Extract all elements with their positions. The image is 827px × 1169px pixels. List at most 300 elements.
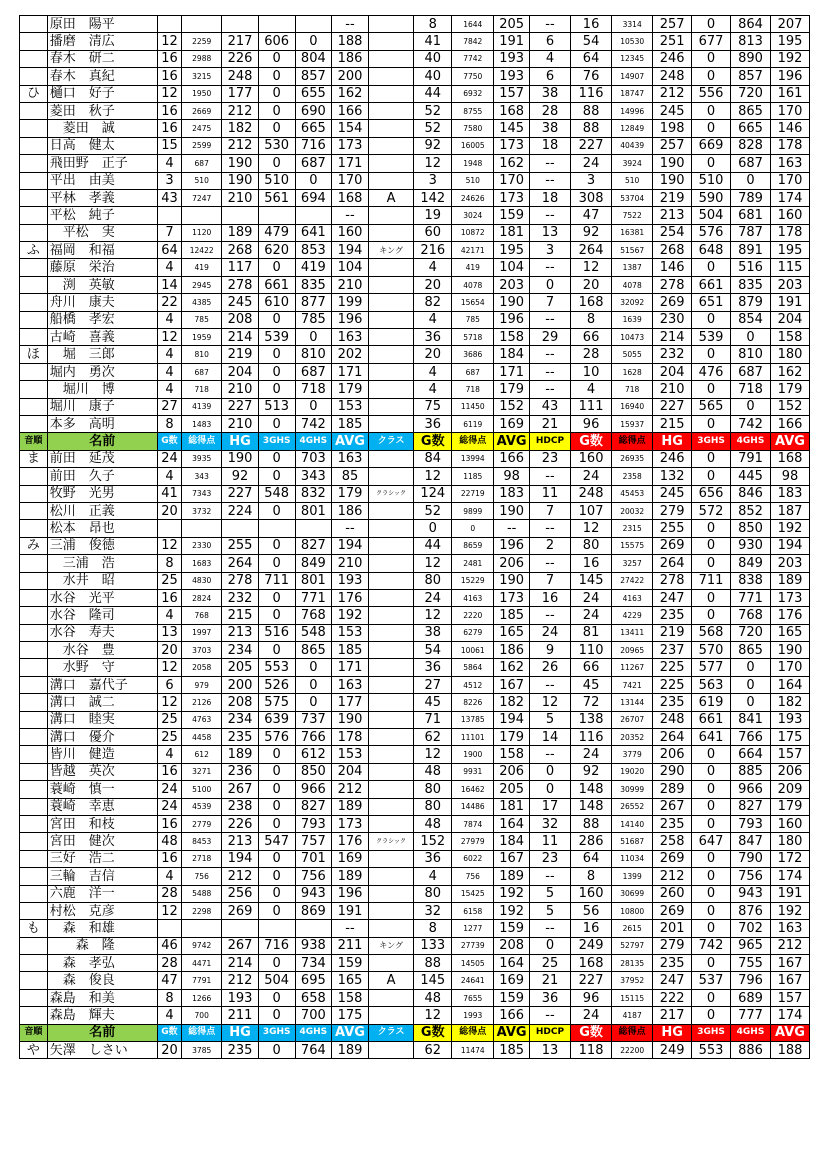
cumulative-3-game-high: 539 — [692, 329, 731, 346]
cumulative-games: 66 — [571, 329, 612, 346]
period1-average: 158 — [332, 989, 369, 1006]
class-cell — [368, 711, 414, 728]
kana-index — [20, 207, 48, 224]
cumulative-average: 176 — [770, 607, 809, 624]
period2-handicap: -- — [529, 555, 570, 572]
period1-games: 20 — [157, 642, 181, 659]
period1-high-game: 213 — [222, 833, 259, 850]
period1-high-game: 232 — [222, 589, 259, 606]
period1-3-game-high: 711 — [258, 572, 295, 589]
period1-high-game: 267 — [222, 781, 259, 798]
period2-average: 159 — [494, 920, 530, 937]
period2-average: 170 — [494, 172, 530, 189]
table-row — [20, 937, 810, 954]
player-name: 平松 純子 — [47, 207, 157, 224]
period1-average: 176 — [332, 833, 369, 850]
period1-high-game: 235 — [222, 1042, 259, 1059]
period1-3-game-high: 0 — [258, 381, 295, 398]
cumulative-4-game-high: 891 — [730, 242, 770, 259]
cumulative-3-game-high: 0 — [692, 763, 731, 780]
cumulative-average: 196 — [770, 68, 809, 85]
kana-index — [20, 363, 48, 380]
period2-handicap: 32 — [529, 815, 570, 832]
cumulative-games: 45 — [571, 676, 612, 693]
period2-average: 158 — [494, 329, 530, 346]
kana-index — [20, 33, 48, 50]
player-name: 本多 高明 — [47, 415, 157, 432]
period1-3-game-high — [258, 207, 295, 224]
period1-high-game: 214 — [222, 329, 259, 346]
cumulative-high-game: 198 — [653, 120, 692, 137]
period2-handicap: 43 — [529, 398, 570, 415]
period2-games: 44 — [414, 85, 452, 102]
period1-4-game-high: 0 — [295, 694, 332, 711]
cumulative-3-game-high: 0 — [692, 920, 731, 937]
period1-games: 7 — [157, 224, 181, 241]
period1-average: 211 — [332, 937, 369, 954]
kana-index — [20, 676, 48, 693]
period2-games: 4 — [414, 259, 452, 276]
cumulative-total-score: 19020 — [612, 763, 653, 780]
period2-games: 12 — [414, 607, 452, 624]
period1-3-game-high: 0 — [258, 120, 295, 137]
cumulative-total-score: 51687 — [612, 833, 653, 850]
cumulative-total-score: 27422 — [612, 572, 653, 589]
kana-index: ふ — [20, 242, 48, 259]
cumulative-average: 162 — [770, 363, 809, 380]
period2-total-score: 42171 — [452, 242, 494, 259]
cumulative-4-game-high: 852 — [730, 502, 770, 519]
cumulative-games: 96 — [571, 415, 612, 432]
player-name: 前田 久子 — [47, 468, 157, 485]
header-name: 名前 — [47, 433, 157, 450]
period2-total-score: 1277 — [452, 920, 494, 937]
cumulative-4-game-high: 849 — [730, 555, 770, 572]
player-name: 平松 実 — [47, 224, 157, 241]
period2-average: 205 — [494, 781, 530, 798]
period1-average: 189 — [332, 798, 369, 815]
header-avg-2: AVG — [494, 1024, 530, 1041]
period2-handicap: 23 — [529, 450, 570, 467]
period1-games: 4 — [157, 746, 181, 763]
cumulative-4-game-high: 664 — [730, 746, 770, 763]
period2-games: 48 — [414, 763, 452, 780]
period2-total-score: 24641 — [452, 972, 494, 989]
player-name: 三浦 浩 — [47, 555, 157, 572]
kana-index — [20, 642, 48, 659]
cumulative-average: 209 — [770, 781, 809, 798]
cumulative-average: 189 — [770, 572, 809, 589]
class-cell — [368, 572, 414, 589]
period1-high-game: 208 — [222, 694, 259, 711]
period2-handicap: -- — [529, 520, 570, 537]
header-games-3: G数 — [571, 1024, 612, 1041]
period1-3-game-high: 479 — [258, 224, 295, 241]
cumulative-4-game-high: 841 — [730, 711, 770, 728]
cumulative-4-game-high: 689 — [730, 989, 770, 1006]
period2-average: 158 — [494, 746, 530, 763]
period1-high-game: 213 — [222, 624, 259, 641]
kana-index — [20, 607, 48, 624]
cumulative-4-game-high: 742 — [730, 415, 770, 432]
cumulative-average: 179 — [770, 798, 809, 815]
kana-index — [20, 694, 48, 711]
cumulative-games: 148 — [571, 781, 612, 798]
cumulative-3-game-high: 0 — [692, 607, 731, 624]
cumulative-4-game-high: 810 — [730, 346, 770, 363]
period1-average: 173 — [332, 815, 369, 832]
cumulative-high-game: 249 — [653, 1042, 692, 1059]
period2-average: 181 — [494, 798, 530, 815]
period1-total-score: 2126 — [182, 694, 222, 711]
period2-handicap: 3 — [529, 242, 570, 259]
cumulative-total-score: 14907 — [612, 68, 653, 85]
cumulative-games: 12 — [571, 520, 612, 537]
period2-average: 152 — [494, 398, 530, 415]
kana-index — [20, 902, 48, 919]
period1-games: 48 — [157, 833, 181, 850]
period1-high-game: 205 — [222, 659, 259, 676]
class-cell — [368, 502, 414, 519]
period1-average: 163 — [332, 329, 369, 346]
cumulative-3-game-high: 556 — [692, 85, 731, 102]
cumulative-4-game-high: 768 — [730, 607, 770, 624]
cumulative-3-game-high: 572 — [692, 502, 731, 519]
player-name: 水谷 光平 — [47, 589, 157, 606]
period2-games: 62 — [414, 1042, 452, 1059]
period2-total-score: 1993 — [452, 1007, 494, 1024]
cumulative-total-score: 32092 — [612, 294, 653, 311]
period1-4-game-high: 766 — [295, 729, 332, 746]
period1-3-game-high: 0 — [258, 850, 295, 867]
cumulative-average: 194 — [770, 537, 809, 554]
cumulative-average: 187 — [770, 502, 809, 519]
header-games: G数 — [157, 1024, 181, 1041]
cumulative-4-game-high: 835 — [730, 276, 770, 293]
period1-4-game-high: 801 — [295, 502, 332, 519]
period1-average: 153 — [332, 398, 369, 415]
kana-index — [20, 729, 48, 746]
cumulative-total-score: 7522 — [612, 207, 653, 224]
period2-handicap: 14 — [529, 729, 570, 746]
period2-games: 71 — [414, 711, 452, 728]
period1-average: 192 — [332, 607, 369, 624]
player-name: 森 俊良 — [47, 972, 157, 989]
period1-total-score: 1683 — [182, 555, 222, 572]
period1-games: 12 — [157, 85, 181, 102]
kana-index — [20, 1007, 48, 1024]
period1-games: 12 — [157, 902, 181, 919]
period1-4-game-high — [295, 16, 332, 33]
period1-4-game-high: 690 — [295, 102, 332, 119]
cumulative-4-game-high: 865 — [730, 102, 770, 119]
period2-average: 195 — [494, 242, 530, 259]
period2-total-score: 9899 — [452, 502, 494, 519]
period2-total-score: 419 — [452, 259, 494, 276]
header-total: 総得点 — [182, 433, 222, 450]
player-name: 六鹿 洋一 — [47, 885, 157, 902]
cumulative-3-game-high: 553 — [692, 1042, 731, 1059]
cumulative-games: 24 — [571, 155, 612, 172]
kana-index — [20, 102, 48, 119]
cumulative-games: 8 — [571, 868, 612, 885]
table-row — [20, 955, 810, 972]
period1-average: 176 — [332, 589, 369, 606]
period1-high-game: 210 — [222, 415, 259, 432]
cumulative-3-game-high: 570 — [692, 642, 731, 659]
cumulative-games: 308 — [571, 189, 612, 206]
cumulative-high-game: 227 — [653, 398, 692, 415]
cumulative-3-game-high: 0 — [692, 781, 731, 798]
cumulative-3-game-high: 0 — [692, 415, 731, 432]
cumulative-games: 111 — [571, 398, 612, 415]
cumulative-4-game-high: 687 — [730, 363, 770, 380]
period2-average: 167 — [494, 676, 530, 693]
period1-average: 185 — [332, 642, 369, 659]
cumulative-3-game-high: 647 — [692, 833, 731, 850]
period1-3-game-high: 0 — [258, 781, 295, 798]
period2-average: 167 — [494, 850, 530, 867]
period2-handicap: 0 — [529, 781, 570, 798]
player-name: 菱田 秋子 — [47, 102, 157, 119]
period2-total-score: 8226 — [452, 694, 494, 711]
period1-average: 202 — [332, 346, 369, 363]
period2-total-score: 4078 — [452, 276, 494, 293]
cumulative-total-score: 45453 — [612, 485, 653, 502]
cumulative-3-game-high: 565 — [692, 398, 731, 415]
cumulative-total-score: 10800 — [612, 902, 653, 919]
period1-high-game: 268 — [222, 242, 259, 259]
period1-games — [157, 520, 181, 537]
period1-games: 4 — [157, 607, 181, 624]
period2-total-score: 11101 — [452, 729, 494, 746]
period2-total-score: 8755 — [452, 102, 494, 119]
cumulative-4-game-high: 787 — [730, 224, 770, 241]
kana-index — [20, 972, 48, 989]
period2-games: 20 — [414, 346, 452, 363]
period1-4-game-high: 742 — [295, 415, 332, 432]
cumulative-total-score: 26552 — [612, 798, 653, 815]
kana-index — [20, 50, 48, 67]
cumulative-games: 107 — [571, 502, 612, 519]
cumulative-average: 188 — [770, 1042, 809, 1059]
period2-average: 157 — [494, 85, 530, 102]
cumulative-games: 12 — [571, 259, 612, 276]
cumulative-3-game-high: 619 — [692, 694, 731, 711]
player-name: 菱田 誠 — [47, 120, 157, 137]
bowling-score-table — [19, 15, 810, 1059]
cumulative-total-score: 3779 — [612, 746, 653, 763]
period2-total-score: 11450 — [452, 398, 494, 415]
period2-average: 173 — [494, 137, 530, 154]
kana-index — [20, 189, 48, 206]
kana-index — [20, 572, 48, 589]
period1-average: 154 — [332, 120, 369, 137]
player-name: 皆越 英次 — [47, 763, 157, 780]
period2-total-score: 24626 — [452, 189, 494, 206]
period1-3-game-high: 504 — [258, 972, 295, 989]
period2-games: 75 — [414, 398, 452, 415]
period2-games: 19 — [414, 207, 452, 224]
cumulative-4-game-high: 838 — [730, 572, 770, 589]
cumulative-4-game-high: 943 — [730, 885, 770, 902]
cumulative-4-game-high: 0 — [730, 694, 770, 711]
cumulative-3-game-high: 0 — [692, 537, 731, 554]
period2-handicap: -- — [529, 207, 570, 224]
cumulative-3-game-high: 563 — [692, 676, 731, 693]
header-hdcp: HDCP — [529, 1024, 570, 1041]
cumulative-games: 3 — [571, 172, 612, 189]
player-name: 樋口 好子 — [47, 85, 157, 102]
class-cell: クラシック — [368, 485, 414, 502]
period1-average: 212 — [332, 781, 369, 798]
kana-index: ひ — [20, 85, 48, 102]
period1-high-game: 255 — [222, 537, 259, 554]
table-row — [20, 642, 810, 659]
cumulative-high-game: 260 — [653, 885, 692, 902]
period1-3-game-high: 0 — [258, 989, 295, 1006]
header-games-2: G数 — [414, 1024, 452, 1041]
period1-3-game-high: 0 — [258, 607, 295, 624]
period2-average: 205 — [494, 16, 530, 33]
period1-3-game-high: 530 — [258, 137, 295, 154]
kana-index — [20, 798, 48, 815]
table-row — [20, 16, 810, 33]
period2-handicap: 5 — [529, 902, 570, 919]
class-cell: キング — [368, 242, 414, 259]
period1-3-game-high: 0 — [258, 955, 295, 972]
period1-4-game-high: 703 — [295, 450, 332, 467]
cumulative-total-score: 20032 — [612, 502, 653, 519]
cumulative-high-game: 267 — [653, 798, 692, 815]
kana-index — [20, 68, 48, 85]
period2-average: 159 — [494, 207, 530, 224]
kana-index — [20, 224, 48, 241]
period1-4-game-high: 641 — [295, 224, 332, 241]
period2-total-score: 4512 — [452, 676, 494, 693]
cumulative-total-score: 4229 — [612, 607, 653, 624]
period2-total-score: 1900 — [452, 746, 494, 763]
cumulative-3-game-high: 661 — [692, 711, 731, 728]
period2-average: 173 — [494, 189, 530, 206]
period1-total-score: 4539 — [182, 798, 222, 815]
class-cell — [368, 989, 414, 1006]
period2-total-score: 10061 — [452, 642, 494, 659]
period2-average: 162 — [494, 155, 530, 172]
period1-total-score: 2475 — [182, 120, 222, 137]
period1-games: 20 — [157, 502, 181, 519]
cumulative-high-game: 225 — [653, 676, 692, 693]
cumulative-games: 66 — [571, 659, 612, 676]
period1-games: 6 — [157, 676, 181, 693]
player-name: 松本 昂也 — [47, 520, 157, 537]
kana-index: も — [20, 920, 48, 937]
cumulative-total-score: 1387 — [612, 259, 653, 276]
period1-high-game: 193 — [222, 989, 259, 1006]
class-cell — [368, 902, 414, 919]
table-row — [20, 729, 810, 746]
period1-high-game: 234 — [222, 642, 259, 659]
table-row — [20, 415, 810, 432]
kana-index — [20, 937, 48, 954]
period1-games: 12 — [157, 537, 181, 554]
cumulative-games: 47 — [571, 207, 612, 224]
period1-games: 41 — [157, 485, 181, 502]
cumulative-average: 174 — [770, 189, 809, 206]
cumulative-high-game: 219 — [653, 189, 692, 206]
cumulative-total-score: 1639 — [612, 311, 653, 328]
period1-average: 210 — [332, 555, 369, 572]
class-cell — [368, 589, 414, 606]
cumulative-total-score: 3314 — [612, 16, 653, 33]
table-row — [20, 520, 810, 537]
player-name: 堀川 博 — [47, 381, 157, 398]
period2-handicap: 24 — [529, 624, 570, 641]
period1-games: 15 — [157, 137, 181, 154]
cumulative-4-game-high: 789 — [730, 189, 770, 206]
period2-average: 184 — [494, 346, 530, 363]
period1-total-score: 785 — [182, 311, 222, 328]
period1-high-game: 189 — [222, 224, 259, 241]
cumulative-3-game-high: 669 — [692, 137, 731, 154]
period1-average: 170 — [332, 172, 369, 189]
kana-index — [20, 763, 48, 780]
table-row — [20, 259, 810, 276]
cumulative-games: 88 — [571, 815, 612, 832]
period1-average: 173 — [332, 137, 369, 154]
table-row — [20, 572, 810, 589]
cumulative-total-score: 15115 — [612, 989, 653, 1006]
period2-average: 145 — [494, 120, 530, 137]
period1-total-score: 979 — [182, 676, 222, 693]
cumulative-games: 20 — [571, 276, 612, 293]
cumulative-average: 170 — [770, 102, 809, 119]
cumulative-3-game-high: 0 — [692, 120, 731, 137]
period1-3-game-high: 0 — [258, 1007, 295, 1024]
period2-games: 12 — [414, 555, 452, 572]
header-4ghs: 4GHS — [295, 1024, 332, 1041]
period1-total-score: 4830 — [182, 572, 222, 589]
period1-high-game: 256 — [222, 885, 259, 902]
period2-total-score: 7842 — [452, 33, 494, 50]
period2-handicap: 12 — [529, 694, 570, 711]
cumulative-games: 110 — [571, 642, 612, 659]
period1-total-score: 3732 — [182, 502, 222, 519]
cumulative-3-game-high: 651 — [692, 294, 731, 311]
period2-games: 48 — [414, 815, 452, 832]
period1-3-game-high: 576 — [258, 729, 295, 746]
period2-handicap: 38 — [529, 120, 570, 137]
period1-average: 194 — [332, 537, 369, 554]
period2-handicap: 13 — [529, 1042, 570, 1059]
period1-4-game-high: 943 — [295, 885, 332, 902]
cumulative-games: 10 — [571, 363, 612, 380]
table-row — [20, 902, 810, 919]
kana-index — [20, 381, 48, 398]
cumulative-3-game-high: 677 — [692, 33, 731, 50]
class-cell — [368, 607, 414, 624]
cumulative-total-score: 5055 — [612, 346, 653, 363]
period2-games: 27 — [414, 676, 452, 693]
period1-3-game-high: 0 — [258, 1042, 295, 1059]
kana-index: ま — [20, 450, 48, 467]
period1-average: 200 — [332, 68, 369, 85]
period2-games: 152 — [414, 833, 452, 850]
table-row — [20, 329, 810, 346]
table-row — [20, 485, 810, 502]
cumulative-3-game-high: 0 — [692, 868, 731, 885]
class-cell — [368, 659, 414, 676]
